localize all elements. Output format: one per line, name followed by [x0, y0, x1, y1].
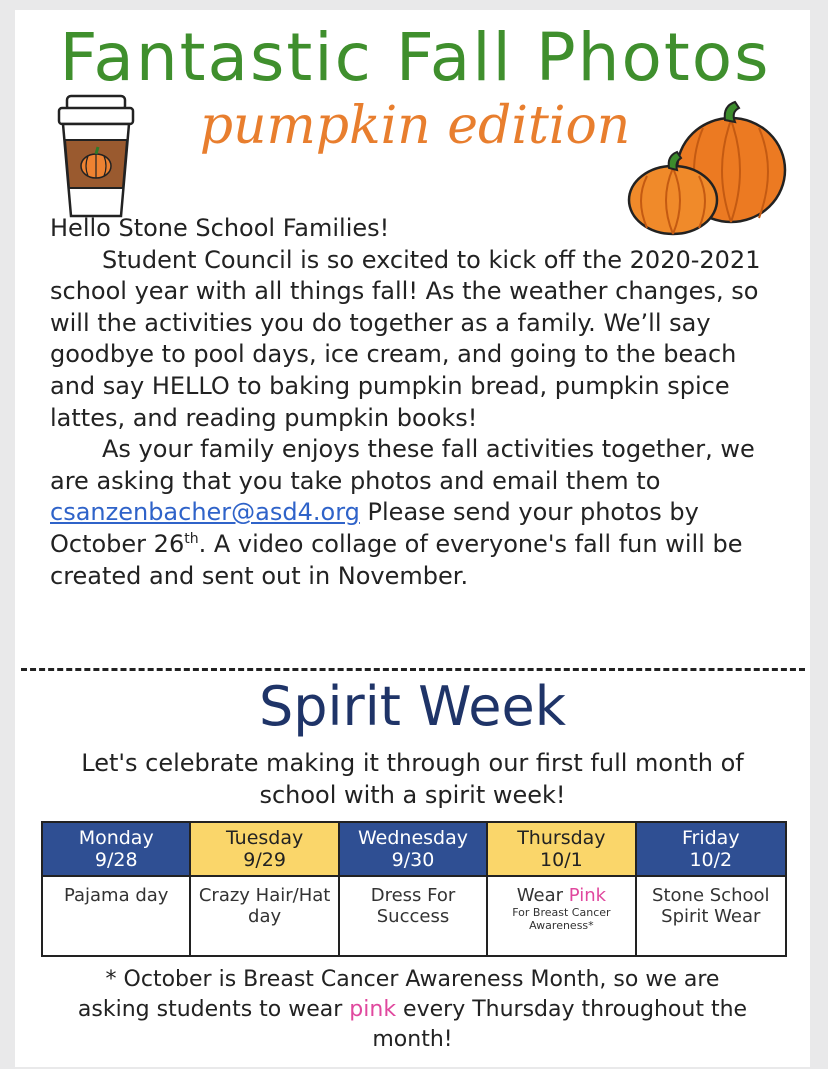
- day-date: 9/28: [94, 849, 138, 871]
- activity-friday: Stone School Spirit Wear: [652, 885, 770, 927]
- day-name: Friday: [681, 827, 740, 849]
- day-name: Thursday: [517, 827, 606, 849]
- day-name: Wednesday: [357, 827, 468, 849]
- header-tuesday: [191, 823, 339, 877]
- day-name: Tuesday: [225, 827, 304, 849]
- letter-body: [50, 213, 775, 592]
- flyer-page: [15, 10, 810, 1067]
- header-wednesday: [340, 823, 488, 877]
- day-date: 9/29: [243, 849, 286, 871]
- deadline-text: Please send your photos by October 26: [50, 498, 699, 558]
- activity-tuesday: Crazy Hair/Hat day: [191, 877, 339, 957]
- collage-text: . A video collage of everyone's fall fun will be created and sent out in November.: [50, 529, 743, 590]
- page-subtitle: pumpkin edition: [199, 96, 631, 156]
- pumpkin-spice-latte-cup-icon: [53, 92, 139, 222]
- spirit-week-table: [41, 821, 787, 957]
- header-monday: [43, 823, 191, 877]
- paragraph-intro: Student Council is so excited to kick off the 2020-2021 school year with all things fall! As the weather changes, so will the activities you do together as a family. We’ll say goodbye to pool days, ice cream, and going to the beach and say HELLO to baking pumpkin bread, pumpkin spice lattes, and reading pumpkin books!: [50, 245, 761, 432]
- email-link[interactable]: csanzenbacher@asd4.org: [50, 498, 360, 527]
- activity-highlight: Pink: [568, 885, 607, 906]
- day-date: 9/30: [391, 849, 435, 871]
- activity-prefix: Wear: [516, 885, 569, 906]
- footnote: [75, 965, 750, 1055]
- footnote-highlight: pink: [349, 997, 397, 1022]
- footnote-start: * October is Breast Cancer Awareness Month, so we are asking students to wear: [77, 967, 720, 1022]
- page-title: Fantastic Fall Photos: [59, 19, 771, 96]
- day-date: 10/1: [540, 849, 583, 871]
- activity-note: For Breast Cancer Awareness*: [512, 906, 611, 932]
- greeting: Hello Stone School Families!: [50, 214, 390, 242]
- activity-thursday: [488, 877, 636, 957]
- spirit-week-intro: Let's celebrate making it through our first full month of school with a spirit week!: [81, 749, 744, 809]
- dashed-divider: [21, 668, 805, 671]
- header-friday: [637, 823, 785, 877]
- activity-monday: Pajama day: [43, 877, 191, 957]
- activity-wednesday: Dress For Success: [340, 877, 488, 957]
- day-date: 10/2: [689, 849, 733, 871]
- header-thursday: [488, 823, 636, 877]
- photos-request-text: As your family enjoys these fall activities together, we are asking that you take photos and email them to: [50, 435, 755, 495]
- footnote-end: every Thursday throughout the month!: [372, 997, 748, 1052]
- date-suffix: th: [184, 530, 199, 547]
- paragraph-photos: [50, 434, 775, 592]
- day-name: Monday: [78, 827, 154, 849]
- spirit-week-title: Spirit Week: [258, 675, 567, 738]
